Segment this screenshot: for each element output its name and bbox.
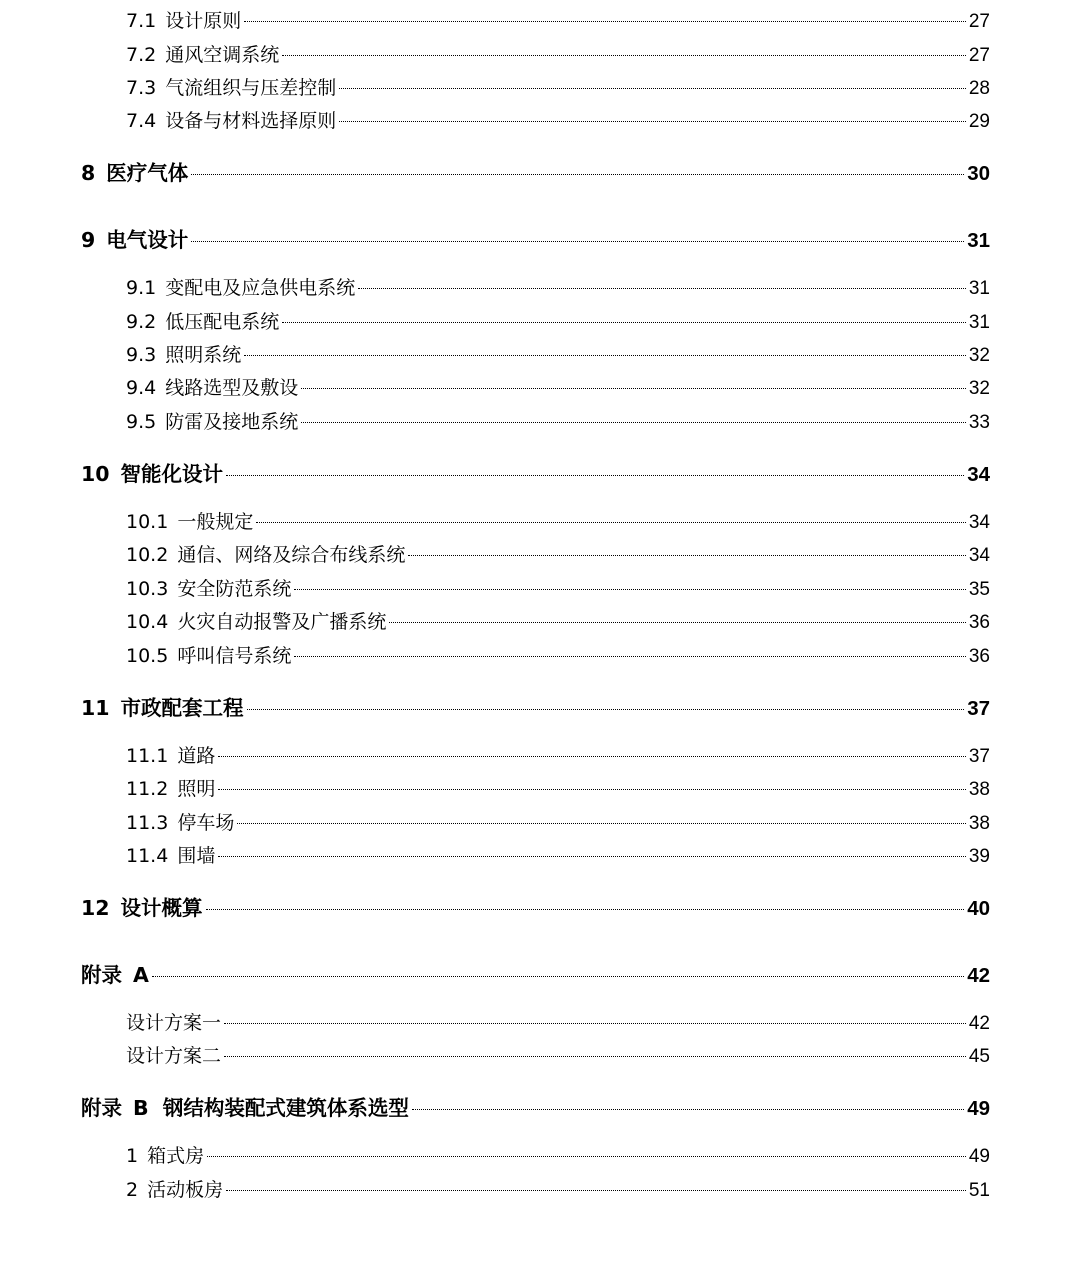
- toc-entry-title: 电气设计: [106, 228, 189, 252]
- toc-entry-scheme-1[interactable]: [126, 1008, 990, 1035]
- toc-entry-title: 道路: [177, 745, 216, 767]
- dot-leader: [218, 856, 966, 857]
- toc-entry-title: 线路选型及敷设: [165, 377, 299, 399]
- toc-entry-page: 34: [968, 512, 990, 533]
- toc-entry-7-4[interactable]: [126, 106, 990, 133]
- dot-leader: [256, 522, 966, 523]
- dot-leader: [408, 555, 966, 556]
- toc-entry-9-5[interactable]: [126, 407, 990, 434]
- dot-leader: [244, 355, 966, 356]
- toc-entry-10-1[interactable]: [126, 507, 990, 534]
- dot-leader: [237, 823, 966, 824]
- dot-leader: [191, 174, 964, 175]
- dot-leader: [282, 55, 966, 56]
- toc-entry-page: 30: [967, 162, 990, 185]
- dot-leader: [224, 1056, 966, 1057]
- dot-leader: [301, 388, 966, 389]
- toc-entry-page: 31: [968, 312, 990, 333]
- toc-entry-title: 气流组织与压差控制: [165, 77, 337, 99]
- dot-leader: [389, 622, 966, 623]
- toc-entry-number: 附录: [81, 1096, 122, 1120]
- toc-entry-number: 9.1: [126, 277, 157, 299]
- toc-entry-page: 51: [968, 1180, 990, 1201]
- toc-entry-title: 通风空调系统: [165, 44, 280, 66]
- toc-entry-number: 7.2: [126, 44, 157, 66]
- toc-entry-page: 28: [968, 78, 990, 99]
- toc-entry-page: 34: [967, 463, 990, 486]
- toc-entry-11-3[interactable]: [126, 808, 990, 835]
- toc-entry-number: 12: [81, 896, 110, 920]
- dot-leader: [339, 121, 966, 122]
- toc-entry-title: 市政配套工程: [120, 696, 244, 720]
- toc-entry-scheme-2[interactable]: [126, 1041, 990, 1068]
- dot-leader: [301, 422, 966, 423]
- toc-entry-number: 2: [126, 1179, 139, 1201]
- toc-entry-title: 呼叫信号系统: [177, 645, 292, 667]
- toc-entry-number: 10.2: [126, 544, 169, 566]
- toc-entry-page: 33: [968, 412, 990, 433]
- toc-entry-appendix-a[interactable]: [81, 958, 990, 988]
- toc-entry-number: 10.4: [126, 611, 169, 633]
- toc-entry-number: 11.2: [126, 778, 169, 800]
- toc-entry-title: 变配电及应急供电系统: [165, 277, 356, 299]
- toc-entry-number: 1: [126, 1145, 139, 1167]
- toc-entry-10-2[interactable]: [126, 540, 990, 567]
- toc-entry-7-2[interactable]: [126, 40, 990, 67]
- toc-entry-7-1[interactable]: [126, 6, 990, 33]
- dot-leader: [294, 589, 966, 590]
- toc-entry-title: 照明: [177, 778, 216, 800]
- toc-entry-page: 32: [968, 378, 990, 399]
- toc-entry-chapter-11[interactable]: [81, 691, 990, 721]
- toc-entry-page: 49: [968, 1146, 990, 1167]
- toc-entry-number: 9.2: [126, 311, 157, 333]
- toc-entry-page: 35: [968, 579, 990, 600]
- dot-leader: [282, 322, 966, 323]
- toc-entry-10-4[interactable]: [126, 607, 990, 634]
- toc-entry-9-3[interactable]: [126, 340, 990, 367]
- toc-entry-page: 29: [968, 111, 990, 132]
- dot-leader: [226, 1190, 966, 1191]
- toc-entry-page: 36: [968, 612, 990, 633]
- toc-entry-title: 设计方案一: [126, 1012, 222, 1034]
- toc-entry-number: 8: [81, 161, 96, 185]
- toc-entry-page: 32: [968, 345, 990, 366]
- toc-entry-title: 一般规定: [177, 511, 254, 533]
- dot-leader: [206, 909, 965, 910]
- toc-entry-page: 34: [968, 545, 990, 566]
- toc-entry-11-4[interactable]: [126, 841, 990, 868]
- toc-entry-11-1[interactable]: [126, 741, 990, 768]
- dot-leader: [412, 1109, 964, 1110]
- toc-entry-page: 31: [967, 229, 990, 252]
- toc-entry-number: 9: [81, 228, 96, 252]
- toc-entry-page: 36: [968, 646, 990, 667]
- toc-entry-b-2[interactable]: [126, 1175, 990, 1202]
- dot-leader: [247, 709, 965, 710]
- toc-entry-title: 停车场: [177, 812, 235, 834]
- toc-entry-page: 42: [968, 1013, 990, 1034]
- toc-entry-title: 防雷及接地系统: [165, 411, 299, 433]
- toc-entry-10-5[interactable]: [126, 641, 990, 668]
- toc-entry-page: 42: [967, 964, 990, 987]
- dot-leader: [152, 976, 964, 977]
- toc-entry-10-3[interactable]: [126, 574, 990, 601]
- toc-entry-chapter-8[interactable]: [81, 156, 990, 186]
- toc-entry-chapter-12[interactable]: [81, 891, 990, 921]
- toc-entry-number: 9.4: [126, 377, 157, 399]
- toc-entry-page: 27: [968, 11, 990, 32]
- toc-entry-9-4[interactable]: [126, 373, 990, 400]
- dot-leader: [244, 21, 966, 22]
- toc-entry-number: 7.3: [126, 77, 157, 99]
- toc-entry-page: 38: [968, 813, 990, 834]
- dot-leader: [207, 1156, 966, 1157]
- toc-entry-9-1[interactable]: [126, 273, 990, 300]
- toc-entry-title: 设计原则: [165, 10, 242, 32]
- toc-entry-number: 10.3: [126, 578, 169, 600]
- toc-entry-page: 49: [967, 1097, 990, 1120]
- toc-entry-title: B 钢结构装配式建筑体系选型: [133, 1096, 409, 1120]
- toc-entry-9-2[interactable]: [126, 307, 990, 334]
- toc-entry-chapter-9[interactable]: [81, 223, 990, 253]
- toc-entry-title: 医疗气体: [106, 161, 189, 185]
- toc-entry-title: 通信、网络及综合布线系统: [177, 544, 406, 566]
- toc-entry-page: 38: [968, 779, 990, 800]
- toc-entry-number: 11: [81, 696, 110, 720]
- dot-leader: [218, 756, 966, 757]
- toc-entry-title: 低压配电系统: [165, 311, 280, 333]
- dot-leader: [218, 789, 966, 790]
- toc-entry-b-1[interactable]: [126, 1141, 990, 1168]
- toc-entry-number: 10: [81, 462, 110, 486]
- toc-entry-page: 37: [968, 746, 990, 767]
- dot-leader: [226, 475, 964, 476]
- toc-entry-appendix-b[interactable]: [81, 1091, 990, 1121]
- toc-entry-number: 附录: [81, 963, 122, 987]
- toc-entry-title: 设备与材料选择原则: [165, 110, 337, 132]
- toc-entry-number: 10.5: [126, 645, 169, 667]
- dot-leader: [294, 656, 966, 657]
- toc-entry-page: 45: [968, 1046, 990, 1067]
- toc-entry-page: 37: [967, 697, 990, 720]
- toc-entry-7-3[interactable]: [126, 73, 990, 100]
- toc-entry-number: 11.4: [126, 845, 169, 867]
- toc-entry-chapter-10[interactable]: [81, 457, 990, 487]
- dot-leader: [191, 241, 964, 242]
- dot-leader: [339, 88, 966, 89]
- toc-entry-page: 40: [967, 897, 990, 920]
- toc-entry-title: 智能化设计: [120, 462, 224, 486]
- toc-entry-page: 27: [968, 45, 990, 66]
- toc-entry-title: A: [133, 963, 149, 987]
- toc-entry-title: 设计概算: [120, 896, 203, 920]
- dot-leader: [358, 288, 966, 289]
- toc-entry-number: 11.3: [126, 812, 169, 834]
- toc-entry-title: 设计方案二: [126, 1045, 222, 1067]
- toc-entry-title: 围墙: [177, 845, 216, 867]
- toc-entry-number: 10.1: [126, 511, 169, 533]
- toc-entry-number: 7.1: [126, 10, 157, 32]
- toc-entry-page: 31: [968, 278, 990, 299]
- toc-entry-page: 39: [968, 846, 990, 867]
- toc-entry-title: 安全防范系统: [177, 578, 292, 600]
- toc-entry-11-2[interactable]: [126, 774, 990, 801]
- toc-entry-title: 箱式房: [147, 1145, 205, 1167]
- toc-entry-number: 9.5: [126, 411, 157, 433]
- toc-entry-title: 活动板房: [147, 1179, 224, 1201]
- toc-entry-number: 9.3: [126, 344, 157, 366]
- toc-entry-number: 7.4: [126, 110, 157, 132]
- toc-entry-title: 火灾自动报警及广播系统: [177, 611, 387, 633]
- toc-entry-number: 11.1: [126, 745, 169, 767]
- dot-leader: [224, 1023, 966, 1024]
- toc-entry-title: 照明系统: [165, 344, 242, 366]
